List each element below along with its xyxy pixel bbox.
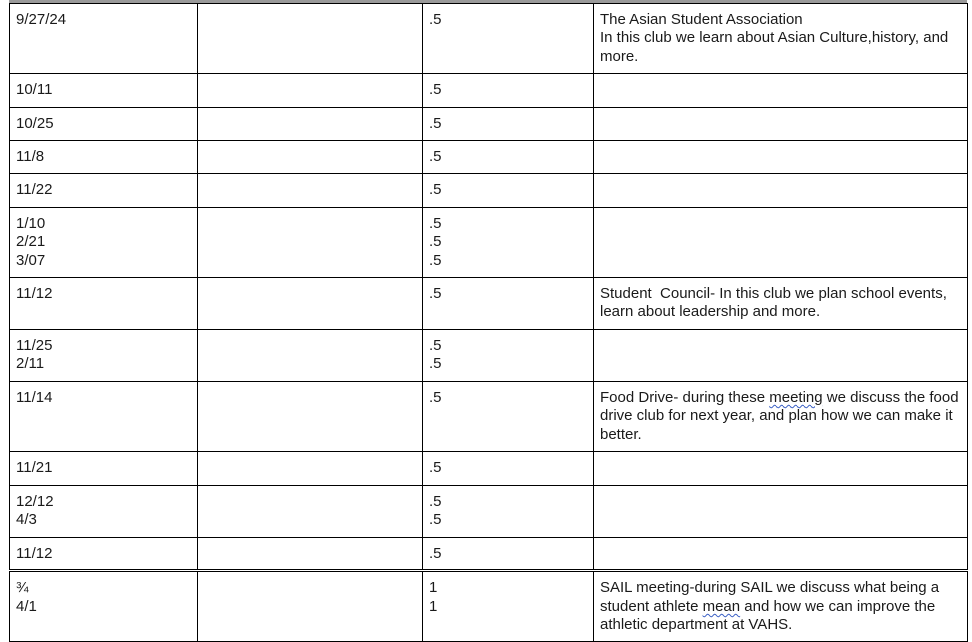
date-cell[interactable] xyxy=(10,538,198,571)
spellcheck-flagged-word[interactable]: meeting xyxy=(769,389,823,406)
description-cell[interactable] xyxy=(594,330,968,382)
date-entry: 11/21 xyxy=(16,459,53,476)
date-cell[interactable] xyxy=(10,486,198,538)
hours-cell[interactable] xyxy=(423,174,594,208)
hours-entry: .5 xyxy=(429,493,442,510)
date-cell[interactable] xyxy=(10,452,198,486)
table-row xyxy=(10,382,968,452)
date-entry: 3/07 xyxy=(16,251,46,269)
hours-cell[interactable] xyxy=(423,141,594,174)
hours-entry: .5 xyxy=(429,115,442,132)
description-cell[interactable] xyxy=(594,452,968,486)
hours-cell[interactable] xyxy=(423,382,594,452)
table-row xyxy=(10,452,968,486)
date-entry: 2/21 xyxy=(16,233,46,251)
date-cell[interactable] xyxy=(10,278,198,330)
hours-cell[interactable] xyxy=(423,538,594,571)
description-cell[interactable] xyxy=(594,108,968,141)
table-row xyxy=(10,278,968,330)
blank-cell[interactable] xyxy=(198,208,423,278)
table-row xyxy=(10,141,968,174)
date-cell[interactable] xyxy=(10,330,198,382)
blank-cell[interactable] xyxy=(198,4,423,74)
description-text-start: SAIL meeting-during SAIL we discuss what being a student athlete xyxy=(600,579,940,615)
table-row xyxy=(10,486,968,538)
hours-entry: 1 xyxy=(429,579,438,597)
hours-entry: .5 xyxy=(429,511,442,529)
description-cell[interactable] xyxy=(594,4,968,74)
date-cell[interactable] xyxy=(10,174,198,208)
description-title: The Asian Student Association xyxy=(600,11,803,28)
table-row xyxy=(10,538,968,571)
blank-cell[interactable] xyxy=(198,452,423,486)
description-text: Student Council- In this club we plan school events, learn about leadership and more. xyxy=(600,285,952,321)
hours-cell[interactable] xyxy=(423,208,594,278)
blank-cell[interactable] xyxy=(198,571,423,641)
hours-entry: .5 xyxy=(429,215,442,232)
blank-cell[interactable] xyxy=(198,382,423,452)
hours-entry: .5 xyxy=(429,11,442,28)
date-entry: 11/12 xyxy=(16,285,53,302)
description-cell[interactable] xyxy=(594,208,968,278)
description-text-start: Food Drive- during these xyxy=(600,389,770,406)
blank-cell[interactable] xyxy=(198,141,423,174)
date-entry: 10/11 xyxy=(16,81,53,98)
date-entry: 11/8 xyxy=(16,148,45,165)
blank-cell[interactable] xyxy=(198,486,423,538)
hours-entry: .5 xyxy=(429,545,442,562)
table-row xyxy=(10,330,968,382)
blank-cell[interactable] xyxy=(198,174,423,208)
table-row xyxy=(10,108,968,141)
hours-entry: .5 xyxy=(429,181,442,198)
date-entry: 2/11 xyxy=(16,355,45,373)
hours-cell[interactable] xyxy=(423,278,594,330)
description-cell[interactable] xyxy=(594,571,968,641)
hours-entry: .5 xyxy=(429,81,442,98)
volunteer-hours-table xyxy=(9,3,968,642)
table-row xyxy=(10,74,968,108)
date-entry: 11/25 xyxy=(16,337,53,354)
hours-cell[interactable] xyxy=(423,452,594,486)
date-cell[interactable] xyxy=(10,4,198,74)
description-cell[interactable] xyxy=(594,278,968,330)
table-row xyxy=(10,174,968,208)
hours-entry: .5 xyxy=(429,148,442,165)
hours-entry: 1 xyxy=(429,597,438,615)
table-row xyxy=(10,4,968,74)
table-row xyxy=(10,208,968,278)
description-cell[interactable] xyxy=(594,538,968,571)
hours-cell[interactable] xyxy=(423,4,594,74)
date-entry: 9/27/24 xyxy=(16,11,67,28)
hours-entry: .5 xyxy=(429,337,442,354)
blank-cell[interactable] xyxy=(198,538,423,571)
blank-cell[interactable] xyxy=(198,330,423,382)
date-entry: 10/25 xyxy=(16,115,54,132)
description-cell[interactable] xyxy=(594,141,968,174)
blank-cell[interactable] xyxy=(198,74,423,108)
description-cell[interactable] xyxy=(594,74,968,108)
date-entry: 4/1 xyxy=(16,597,37,615)
description-cell[interactable] xyxy=(594,486,968,538)
hours-cell[interactable] xyxy=(423,74,594,108)
date-cell[interactable] xyxy=(10,141,198,174)
blank-cell[interactable] xyxy=(198,278,423,330)
table-row xyxy=(10,571,968,641)
hours-entry: .5 xyxy=(429,233,442,251)
date-cell[interactable] xyxy=(10,571,198,641)
description-text-end: we discuss the food drive club for next year, and plan how we can make it better. xyxy=(600,389,959,443)
hours-cell[interactable] xyxy=(423,486,594,538)
blank-cell[interactable] xyxy=(198,108,423,141)
date-entry: ¾ xyxy=(16,579,29,597)
date-entry: 11/14 xyxy=(16,389,53,406)
date-entry: 11/22 xyxy=(16,181,53,198)
hours-entry: .5 xyxy=(429,459,442,476)
date-entry: 12/12 xyxy=(16,493,54,510)
hours-cell[interactable] xyxy=(423,571,594,641)
hours-entry: .5 xyxy=(429,355,442,373)
date-cell[interactable] xyxy=(10,208,198,278)
hours-entry: .5 xyxy=(429,285,442,302)
date-entry: 4/3 xyxy=(16,511,37,529)
hours-cell[interactable] xyxy=(423,108,594,141)
hours-cell[interactable] xyxy=(423,330,594,382)
date-cell[interactable] xyxy=(10,108,198,141)
description-text: In this club we learn about Asian Culture,history, and more. xyxy=(600,29,949,65)
date-cell[interactable] xyxy=(10,74,198,108)
description-text-end: and how we can improve the athletic department at VAHS. xyxy=(600,597,936,634)
date-entry: 11/12 xyxy=(16,545,53,562)
date-entry: 1/10 xyxy=(16,215,46,232)
description-cell[interactable] xyxy=(594,382,968,452)
date-cell[interactable] xyxy=(10,382,198,452)
hours-entry: .5 xyxy=(429,389,442,406)
spellcheck-flagged-word[interactable]: mean xyxy=(702,597,741,615)
description-cell[interactable] xyxy=(594,174,968,208)
hours-entry: .5 xyxy=(429,251,442,269)
